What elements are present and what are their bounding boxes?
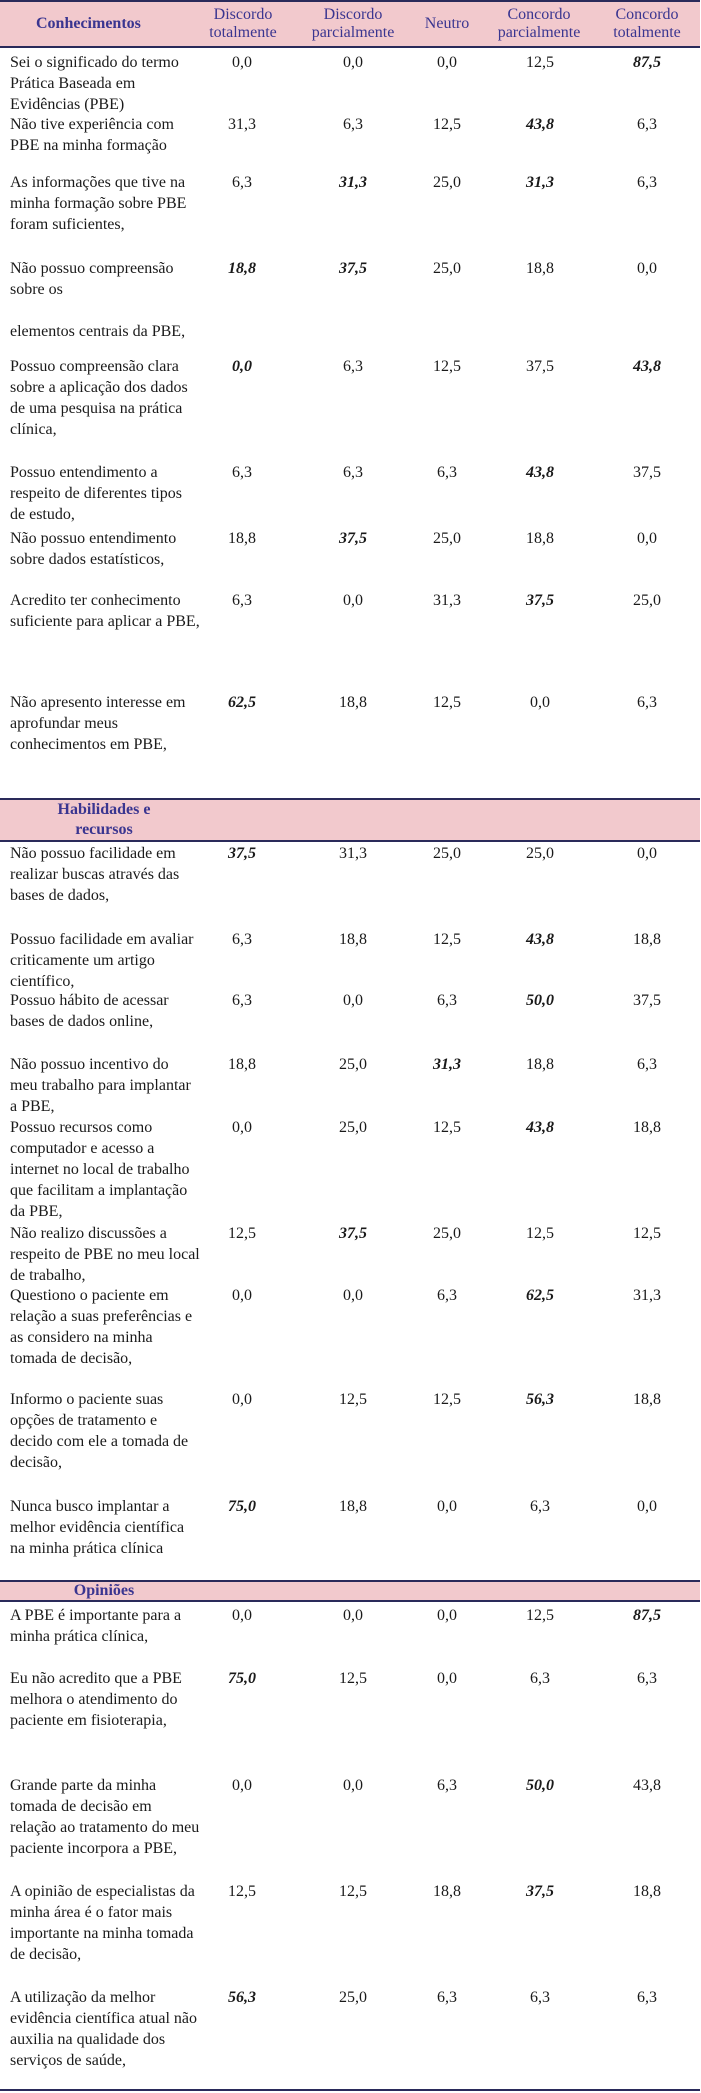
row-value: 0,0: [343, 592, 363, 609]
row-statement: Nunca busco implantar a melhor evidência científica na minha prática clínica: [10, 1498, 185, 1557]
row-value: 0,0: [437, 54, 457, 71]
row-value: 75,0: [228, 1670, 256, 1687]
row-value: 43,8: [633, 1777, 661, 1794]
row-value: 18,8: [633, 1391, 661, 1408]
row-value: 6,3: [343, 358, 363, 375]
row-statement: Possuo recursos como computador e acesso a internet no local de trabalho que facilitam a implantação da PBE,: [10, 1119, 190, 1220]
row-value: 43,8: [633, 358, 661, 375]
row-value: 87,5: [633, 54, 661, 71]
row-value: 6,3: [437, 1777, 457, 1794]
row-value: 25,0: [526, 845, 554, 862]
table-header: [0, 2, 700, 48]
row-value: 0,0: [637, 530, 657, 547]
row-value: 31,3: [339, 845, 367, 862]
row-statement: A opinião de especialistas da minha área é o fator mais importante na minha tomada de decisão,: [10, 1883, 195, 1963]
header-col-concordo-totalmente: Concordo totalmente: [613, 6, 681, 41]
row-value: 18,8: [339, 694, 367, 711]
row-value: 6,3: [232, 464, 252, 481]
row-value: 0,0: [343, 1287, 363, 1304]
row-value: 31,3: [433, 1056, 461, 1073]
row-value: 37,5: [339, 1225, 367, 1242]
row-value: 6,3: [343, 464, 363, 481]
row-value: 6,3: [530, 1670, 550, 1687]
row-value: 31,3: [633, 1287, 661, 1304]
table-bottom-rule: [0, 2089, 700, 2091]
row-value: 18,8: [339, 931, 367, 948]
row-value: 25,0: [433, 845, 461, 862]
row-value: 6,3: [232, 931, 252, 948]
row-statement: Não possuo compreensão sobre os elementos centrais da PBE,: [10, 260, 186, 340]
row-value: 18,8: [339, 1498, 367, 1515]
row-value: 43,8: [526, 116, 554, 133]
row-value: 31,3: [228, 116, 256, 133]
row-value: 12,5: [228, 1225, 256, 1242]
row-value: 6,3: [637, 1056, 657, 1073]
row-value: 12,5: [526, 54, 554, 71]
row-value: 37,5: [526, 592, 554, 609]
row-value: 25,0: [433, 174, 461, 191]
row-value: 43,8: [526, 1119, 554, 1136]
row-value: 37,5: [633, 464, 661, 481]
row-value: 50,0: [526, 992, 554, 1009]
header-col-discordo-parcialmente: Discordo parcialmente: [311, 6, 395, 41]
row-value: 25,0: [339, 1989, 367, 2006]
row-statement: Possuo hábito de acessar bases de dados online,: [10, 992, 169, 1030]
row-value: 0,0: [343, 54, 363, 71]
row-value: 12,5: [433, 1119, 461, 1136]
row-value: 0,0: [530, 694, 550, 711]
row-value: 18,8: [526, 1056, 554, 1073]
row-value: 0,0: [232, 1287, 252, 1304]
row-value: 0,0: [437, 1498, 457, 1515]
row-value: 6,3: [637, 174, 657, 191]
row-value: 0,0: [232, 1391, 252, 1408]
row-value: 6,3: [530, 1989, 550, 2006]
row-value: 62,5: [228, 694, 256, 711]
row-statement: Não possuo facilidade em realizar buscas através das bases de dados,: [10, 845, 180, 904]
row-value: 37,5: [339, 530, 367, 547]
row-value: 12,5: [339, 1883, 367, 1900]
row-statement: Possuo compreensão clara sobre a aplicação dos dados de uma pesquisa na prática clínica,: [10, 358, 188, 438]
row-statement: Sei o significado do termo Prática Baseada em Evidências (PBE): [10, 54, 179, 113]
row-statement: Não apresento interesse em aprofundar meus conhecimentos em PBE,: [10, 694, 186, 753]
row-value: 6,3: [637, 694, 657, 711]
row-value: 75,0: [228, 1498, 256, 1515]
row-value: 50,0: [526, 1777, 554, 1794]
row-value: 25,0: [633, 592, 661, 609]
row-statement: Não possuo entendimento sobre dados estatísticos,: [10, 530, 177, 568]
row-value: 0,0: [232, 1119, 252, 1136]
row-value: 18,8: [633, 931, 661, 948]
row-statement: Acredito ter conhecimento suficiente para aplicar a PBE,: [10, 592, 200, 630]
row-value: 6,3: [437, 1287, 457, 1304]
row-value: 6,3: [232, 592, 252, 609]
row-value: 12,5: [433, 358, 461, 375]
row-statement: A PBE é importante para a minha prática clínica,: [10, 1607, 182, 1645]
row-value: 6,3: [437, 992, 457, 1009]
row-value: 12,5: [433, 931, 461, 948]
row-value: 18,8: [526, 530, 554, 547]
row-value: 6,3: [437, 1989, 457, 2006]
row-value: 0,0: [232, 1607, 252, 1624]
row-value: 6,3: [637, 1989, 657, 2006]
row-value: 43,8: [526, 464, 554, 481]
row-value: 43,8: [526, 931, 554, 948]
row-value: 6,3: [343, 116, 363, 133]
header-col-discordo-totalmente: Discordo totalmente: [209, 6, 277, 41]
row-value: 25,0: [433, 1225, 461, 1242]
row-value: 18,8: [228, 1056, 256, 1073]
row-value: 12,5: [433, 116, 461, 133]
row-statement: Eu não acredito que a PBE melhora o atendimento do paciente em fisioterapia,: [10, 1670, 182, 1729]
row-statement: Possuo facilidade em avaliar criticamente um artigo científico,: [10, 931, 194, 990]
row-value: 12,5: [339, 1391, 367, 1408]
row-statement: Questiono o paciente em relação a suas preferências e as considero na minha tomada de decisão,: [10, 1287, 193, 1367]
row-value: 56,3: [526, 1391, 554, 1408]
row-value: 25,0: [433, 530, 461, 547]
row-value: 6,3: [437, 464, 457, 481]
row-value: 37,5: [526, 358, 554, 375]
row-value: 12,5: [433, 1391, 461, 1408]
row-value: 6,3: [637, 116, 657, 133]
row-value: 37,5: [339, 260, 367, 277]
row-value: 12,5: [526, 1225, 554, 1242]
row-statement: Não realizo discussões a respeito de PBE no meu local de trabalho,: [10, 1225, 200, 1284]
row-value: 87,5: [633, 1607, 661, 1624]
row-value: 25,0: [339, 1119, 367, 1136]
row-value: 12,5: [633, 1225, 661, 1242]
row-value: 18,8: [633, 1883, 661, 1900]
row-value: 18,8: [526, 260, 554, 277]
row-value: 31,3: [339, 174, 367, 191]
row-value: 31,3: [433, 592, 461, 609]
row-value: 6,3: [637, 1670, 657, 1687]
row-statement: As informações que tive na minha formação sobre PBE foram suficientes,: [10, 174, 187, 233]
row-statement: Informo o paciente suas opções de tratamento e decido com ele a tomada de decisão,: [10, 1391, 189, 1471]
row-value: 12,5: [526, 1607, 554, 1624]
header-conhecimentos: Conhecimentos: [36, 15, 141, 32]
row-value: 18,8: [633, 1119, 661, 1136]
row-statement: Possuo entendimento a respeito de diferentes tipos de estudo,: [10, 464, 182, 523]
row-value: 0,0: [343, 1777, 363, 1794]
row-value: 62,5: [526, 1287, 554, 1304]
row-value: 0,0: [637, 260, 657, 277]
row-value: 12,5: [433, 694, 461, 711]
section-title: Habilidades e recursos: [57, 801, 151, 838]
row-value: 25,0: [433, 260, 461, 277]
row-statement: A utilização da melhor evidência científica atual não auxilia na qualidade dos serviços de saúde,: [10, 1989, 198, 2069]
row-value: 0,0: [343, 1607, 363, 1624]
row-statement: Não tive experiência com PBE na minha formação: [10, 116, 174, 154]
row-value: 18,8: [228, 530, 256, 547]
row-value: 0,0: [637, 845, 657, 862]
row-statement: Não possuo incentivo do meu trabalho para implantar a PBE,: [10, 1056, 191, 1115]
row-value: 6,3: [232, 174, 252, 191]
row-value: 37,5: [526, 1883, 554, 1900]
section-header: [0, 798, 700, 842]
section-header: [0, 1580, 700, 1602]
header-col-concordo-parcialmente: Concordo parcialmente: [497, 6, 581, 41]
row-value: 18,8: [228, 260, 256, 277]
row-value: 0,0: [637, 1498, 657, 1515]
row-value: 0,0: [343, 992, 363, 1009]
row-statement: Grande parte da minha tomada de decisão em relação ao tratamento do meu paciente incorpora a PBE,: [10, 1777, 200, 1857]
row-value: 0,0: [232, 358, 252, 375]
row-value: 6,3: [530, 1498, 550, 1515]
row-value: 0,0: [232, 54, 252, 71]
row-value: 12,5: [339, 1670, 367, 1687]
row-value: 18,8: [433, 1883, 461, 1900]
row-value: 56,3: [228, 1989, 256, 2006]
row-value: 25,0: [339, 1056, 367, 1073]
row-value: 6,3: [232, 992, 252, 1009]
row-value: 0,0: [232, 1777, 252, 1794]
section-title: Opiniões: [73, 1582, 135, 1599]
row-value: 37,5: [633, 992, 661, 1009]
row-value: 0,0: [437, 1607, 457, 1624]
row-value: 12,5: [228, 1883, 256, 1900]
header-col-neutro: Neutro: [424, 15, 470, 32]
row-value: 0,0: [437, 1670, 457, 1687]
row-value: 31,3: [526, 174, 554, 191]
row-value: 37,5: [228, 845, 256, 862]
